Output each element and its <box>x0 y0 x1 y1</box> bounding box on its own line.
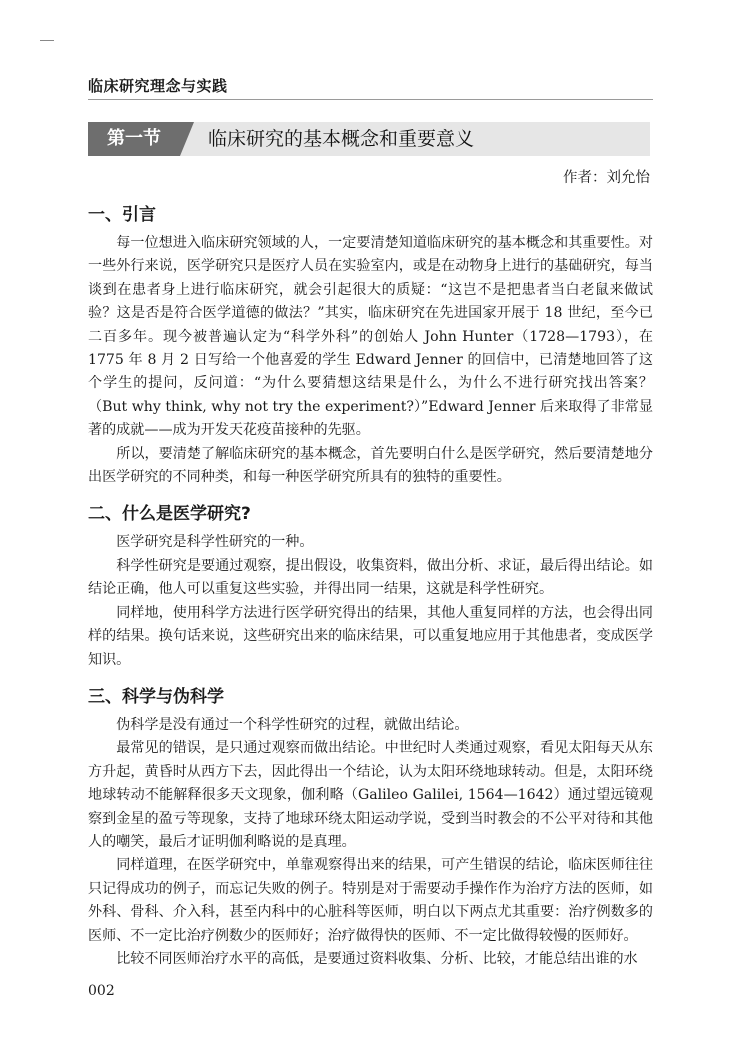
paragraph: 所以，要清楚了解临床研究的基本概念，首先要明白什么是医学研究，然后要清楚地分出医学研究的不同种类，和每一种医学研究所具有的独特的重要性。 <box>88 445 653 486</box>
body-text <box>88 200 653 971</box>
section-title: 临床研究的基本概念和重要意义 <box>208 128 475 150</box>
heading-what-is-medical-research: 二、什么是医学研究? <box>88 504 251 525</box>
paragraph: 科学性研究是要通过观察，提出假设，收集资料，做出分析、求证，最后得出结论。如结论正确，他人可以重复这些实验，并得出同一结果，这就是科学性研究。 <box>88 557 653 598</box>
header-rule <box>88 99 653 100</box>
heading-science-vs-pseudoscience: 三、科学与伪科学 <box>88 686 224 707</box>
section-label-slant <box>180 122 194 156</box>
paragraph: 同样道理，在医学研究中，单靠观察得出来的结果，可产生错误的结论，临床医师往往只记得成功的例子，而忘记失败的例子。特别是对于需要动手操作作为治疗方法的医师，如外科、骨科、介入科，甚至内科中的心脏科等医师，明白以下两点尤其重要：治疗例数多的医师、不一定比治疗例数少的医师好；治疗做得快的医师、不一定比做得较慢的医师好。 <box>88 857 653 944</box>
page-number: 002 <box>88 983 115 999</box>
paragraph: 每一位想进入临床研究领域的人，一定要清楚知道临床研究的基本概念和其重要性。对一些外行来说，医学研究只是医疗人员在实验室内，或是在动物身上进行的基础研究，每当谈到在患者身上进行临床研究，就会引起很大的质疑：“这岂不是把患者当白老鼠来做试验？这是否是符合医学道德的做法？”其实，临床研究在先进国家开展于 18 世纪，至今已二百多年。现今被普遍认定为“科学外科”的创始人 John Hunter（1728—1793），在 1775 年 8 月 2 日写给一个他喜爱的学生 Edward Jenner 的回信中，已清楚地回答了这个学生的提问，反问道：“为什么要猜想这结果是什么，为什么不进行研究找出答案？（But why think, why not try the experiment?）”Edward Jenner 后来取得了非常显著的成就——成为开发天花疫苗接种的先驱。 <box>88 235 653 439</box>
section-banner <box>88 122 650 156</box>
heading-introduction: 一、引言 <box>88 205 156 225</box>
paragraph: 医学研究是科学性研究的一种。 <box>116 534 314 551</box>
author-line: 作者：刘允怡 <box>563 170 650 186</box>
paragraph: 最常见的错误，是只通过观察而做出结论。中世纪时人类通过观察，看见太阳每天从东方升起，黄昏时从西方下去，因此得出一个结论，认为太阳环绕地球转动。但是，太阳环绕地球转动不能解释很多天文现象，伽利略（Galileo Galilei, 1564—1642）通过望远镜观察到金星的盈亏等现象，支持了地球环绕太阳运动学说，受到当时教会的不公平对待和其他人的嘲笑，最后才证明伽利略说的是真理。 <box>88 740 653 850</box>
paragraph: 同样地，使用科学方法进行医学研究得出的结果，其他人重复同样的方法，也会得出同样的结果。换句话来说，这些研究出来的临床结果，可以重复地应用于其他患者，变成医学知识。 <box>88 604 653 668</box>
paragraph: 比较不同医师治疗水平的高低，是要通过资料收集、分析、比较，才能总结出谁的水 <box>116 950 638 967</box>
section-label: 第一节 <box>88 122 180 156</box>
page-corner-mark <box>40 40 54 41</box>
paragraph: 伪科学是没有通过一个科学性研究的过程，就做出结论。 <box>116 716 469 733</box>
running-head: 临床研究理念与实践 <box>88 77 228 95</box>
